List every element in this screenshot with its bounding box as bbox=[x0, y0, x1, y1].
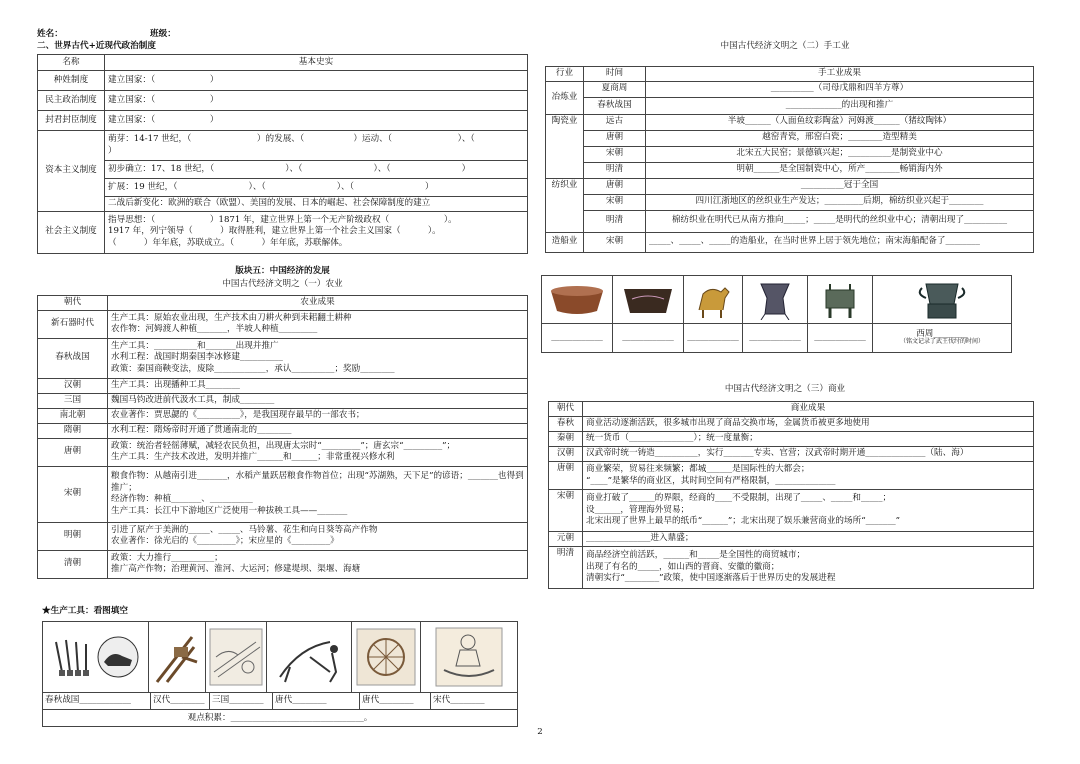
com-result: 商业活动逐渐活跃，很多城市出现了商品交换市场，金属货币被更多地使用 bbox=[583, 417, 1034, 432]
agri-result: 政策：大力推行__________； 推广高产作物；治理黄河、淮河、大运河；修建堤坝、渠堰、海塘 bbox=[108, 550, 528, 578]
agri-row bbox=[38, 378, 528, 393]
agri-row bbox=[38, 408, 528, 423]
capitalism-line: 初步确立：17、18 世纪，（ ）、（ ）、（ ） bbox=[105, 161, 528, 179]
artifacts-box bbox=[541, 275, 1012, 353]
dynasty: 清朝 bbox=[38, 550, 108, 578]
capitalism-line: 萌芽：14-17 世纪，（ ）的发展、（ ）运动、（ ）、（ ） bbox=[105, 131, 528, 161]
system-name: 民主政治制度 bbox=[38, 91, 105, 111]
politics-row bbox=[38, 111, 528, 131]
hc-result: 半坡______（人面鱼纹彩陶盆）河姆渡______（猪纹陶钵） bbox=[646, 114, 1034, 130]
com-col-dynasty: 朝代 bbox=[549, 402, 583, 417]
bronze-wine-vessel-image bbox=[743, 276, 808, 323]
artifact-note: （铭文记录了武王伐纣的时间） bbox=[899, 338, 984, 346]
dynasty: 秦朝 bbox=[549, 432, 583, 447]
socialism-name: 社会主义制度 bbox=[38, 211, 105, 253]
bronze-ding-image bbox=[808, 276, 873, 323]
agri-title: 中国古代经济文明之（一）农业 bbox=[222, 279, 343, 289]
com-col-result: 商业成果 bbox=[583, 402, 1034, 417]
artifact-caption: ____________ bbox=[684, 324, 743, 352]
dynasty: 元朝 bbox=[549, 532, 583, 547]
class-label: 班级： bbox=[150, 29, 176, 39]
com-result: 商品经济空前活跃，______和_____是全国性的商贸城市； 出现了有名的_____，如山西的晋商、安徽的徽商； 清朝实行“________”政策，使中国逐渐落后于世界历史的发展进程 bbox=[583, 547, 1034, 589]
agri-table bbox=[37, 295, 528, 579]
seedling-horse-image bbox=[421, 622, 517, 692]
tool-caption: 春秋战国____________ bbox=[43, 693, 151, 709]
hc-time: 明清 bbox=[584, 210, 646, 232]
system-fact: 建立国家：（ ） bbox=[105, 111, 528, 131]
politics-table bbox=[37, 54, 528, 254]
li-gui-image bbox=[873, 276, 1011, 323]
agri-result: 生产工具：出现播种工具________ bbox=[108, 378, 528, 393]
tools-title: ★生产工具：看图填空 bbox=[42, 606, 128, 616]
dynasty: 汉朝 bbox=[549, 447, 583, 462]
hc-time: 远古 bbox=[584, 114, 646, 130]
hc-col-industry: 行业 bbox=[546, 67, 584, 82]
dynasty: 唐朝 bbox=[38, 438, 108, 466]
hc-time: 唐朝 bbox=[584, 130, 646, 146]
system-name: 封君封臣制度 bbox=[38, 111, 105, 131]
commerce-table bbox=[548, 401, 1034, 589]
module5-title: 版块五：中国经济的发展 bbox=[235, 266, 330, 276]
tools-captions bbox=[43, 693, 517, 710]
dynasty: 明清 bbox=[549, 547, 583, 589]
hc-result: 越窑青瓷，邢窑白瓷；________造型精美 bbox=[646, 130, 1034, 146]
agri-result: 生产工具：原始农业出现，生产技术由刀耕火种到耒耜翻土耕种 农作物：河姆渡人种植_______，半坡人种植_________ bbox=[108, 310, 528, 338]
agri-row bbox=[38, 550, 528, 578]
agri-row bbox=[38, 466, 528, 522]
agri-col-dynasty: 朝代 bbox=[38, 296, 108, 311]
com-result: 统一货币（_______________）；统一度量衡； bbox=[583, 432, 1034, 447]
hc-col-time: 时间 bbox=[584, 67, 646, 82]
capitalism-name: 资本主义制度 bbox=[38, 131, 105, 212]
dynasty: 春秋战国 bbox=[38, 338, 108, 378]
farm-tools-image bbox=[43, 622, 149, 692]
hc-time: 夏商周 bbox=[584, 81, 646, 97]
page-number: 2 bbox=[537, 727, 543, 737]
dynasty: 宋朝 bbox=[38, 466, 108, 522]
dynasty: 汉朝 bbox=[38, 378, 108, 393]
dynasty: 新石器时代 bbox=[38, 310, 108, 338]
politics-row bbox=[38, 71, 528, 91]
pig-pattern-bowl-image bbox=[613, 276, 684, 323]
dynasty: 南北朝 bbox=[38, 408, 108, 423]
agri-result: 魏国马钧改进前代汲水工具，制成________ bbox=[108, 393, 528, 408]
dynasty: 宋朝 bbox=[549, 490, 583, 532]
seeder-image bbox=[149, 622, 206, 692]
artifact-images bbox=[542, 276, 1011, 324]
agri-col-result: 农业成果 bbox=[108, 296, 528, 311]
politics-row bbox=[38, 91, 528, 111]
hc-result: _____、_____、_____的造船业，在当时世界上居于领先地位；南宋海船配备了________ bbox=[646, 232, 1034, 252]
com-result: 商业打破了______的界限，经商的____不受限制，出现了_____、_____和_____； 设______，管理海外贸易； 北宋出现了世界上最早的纸币“______”；北宋出现了娱乐兼营商业的场所“_______” bbox=[583, 490, 1034, 532]
water-lift-image bbox=[206, 622, 267, 692]
system-fact: 建立国家：（ ） bbox=[105, 71, 528, 91]
system-fact: 建立国家：（ ） bbox=[105, 91, 528, 111]
capitalism-line: 扩展：19 世纪，（ ）、（ ）、（ ） bbox=[105, 179, 528, 197]
tricolor-camel-image bbox=[684, 276, 743, 323]
capitalism-row bbox=[38, 131, 528, 161]
hc-time: 明清 bbox=[584, 162, 646, 178]
hc-result: _____________的出现和推广 bbox=[646, 97, 1034, 114]
industry-name: 造船业 bbox=[546, 232, 584, 252]
artifact-caption: ____________ bbox=[808, 324, 873, 352]
agri-result: 政策：统治者轻徭薄赋，减轻农民负担，出现唐太宗时“_________”；唐玄宗“_________”； 生产工具：生产技术改进，发明并推广______和______；非常重视兴修水利 bbox=[108, 438, 528, 466]
agri-row bbox=[38, 338, 528, 378]
agri-result: 水利工程：隋炀帝时开通了贯通南北的________ bbox=[108, 423, 528, 438]
agri-result: 生产工具：__________和_______出现并推广 水利工程：战国时期秦国李冰修建__________ 政策：秦国商鞅变法，废除____________，承认__________；奖励________ bbox=[108, 338, 528, 378]
agri-table-wrap bbox=[37, 295, 528, 579]
socialism-fact: 指导思想：（ ）1871 年，建立世界上第一个无产阶级政权（ ）。 1917 年，列宁领导（ ）取得胜利，建立世界上第一个社会主义国家（ ）。 （ ）年年底，苏联成立。（ ）年年底，苏联解体。 bbox=[105, 211, 528, 253]
hc-result: 明朝______是全国制瓷中心，所产________畅销海内外 bbox=[646, 162, 1034, 178]
hc-time: 宋朝 bbox=[584, 194, 646, 210]
artifact-caption: ____________ bbox=[743, 324, 808, 352]
com-result: _______________进入鼎盛； bbox=[583, 532, 1034, 547]
artifact-caption: ____________ bbox=[613, 324, 684, 352]
system-name: 种姓制度 bbox=[38, 71, 105, 91]
hc-result: 北宋五大民窑；景德镇兴起；__________是制瓷业中心 bbox=[646, 146, 1034, 162]
agri-row bbox=[38, 438, 528, 466]
capitalism-line: 二战后新变化：欧洲的联合（欧盟）、美国的发展、日本的崛起、社会保障制度的建立 bbox=[105, 197, 528, 212]
tool-caption: 汉代________ bbox=[151, 693, 210, 709]
dynasty: 三国 bbox=[38, 393, 108, 408]
agri-row bbox=[38, 423, 528, 438]
tool-caption: 宋代________ bbox=[433, 695, 485, 706]
hc-time: 唐朝 bbox=[584, 178, 646, 194]
handicraft-title: 中国古代经济文明之（二）手工业 bbox=[720, 41, 850, 51]
dynasty: 明朝 bbox=[38, 522, 108, 550]
politics-col-fact: 基本史实 bbox=[105, 55, 528, 71]
industry-name: 纺织业 bbox=[546, 178, 584, 232]
tools-images bbox=[43, 622, 517, 693]
agri-row bbox=[38, 310, 528, 338]
hc-result: 棉纺织业在明代已从南方推向_____；_____是明代的丝织业中心；清朝出现了__________ bbox=[646, 210, 1034, 232]
agri-result: 粮食作物：从越南引进_______，水稻产量跃居粮食作物首位；出现“苏湖熟，天下足”的谚语；_______也得到推广； 经济作物：种植_______、__________ 生产工具：长江中下游地区广泛使用一种拔秧工具——_______ bbox=[108, 466, 528, 522]
politics-col-name: 名称 bbox=[38, 55, 105, 71]
socialism-row bbox=[38, 211, 528, 253]
artifact-caption: 西周________ bbox=[916, 328, 968, 339]
hc-time: 宋朝 bbox=[584, 232, 646, 252]
agri-row bbox=[38, 393, 528, 408]
dynasty: 隋朝 bbox=[38, 423, 108, 438]
agri-result: 引进了原产于美洲的_____、_____、马铃薯、花生和向日葵等高产作物 农业著作：徐光启的《_________》；宋应星的《_________》 bbox=[108, 522, 528, 550]
commerce-table-wrap bbox=[548, 401, 1034, 589]
waterwheel-image bbox=[352, 622, 421, 692]
politics-section-title: 二、世界古代+近现代政治制度 bbox=[37, 41, 156, 51]
dynasty: 春秋 bbox=[549, 417, 583, 432]
artifact-captions bbox=[542, 324, 1011, 352]
politics-table-wrap bbox=[37, 54, 528, 254]
name-label: 姓名： bbox=[37, 29, 63, 39]
agri-row bbox=[38, 522, 528, 550]
tool-caption: 唐代________ bbox=[273, 693, 360, 709]
painted-pottery-basin-image bbox=[542, 276, 613, 323]
com-result: 汉武帝时统一铸造__________，实行_______专卖、官营；汉武帝时期开通______________（陆、海） bbox=[583, 447, 1034, 462]
commerce-title: 中国古代经济文明之（三）商业 bbox=[724, 384, 846, 394]
hc-result: 四川江浙地区的丝织业生产发达；_________后期，棉纺织业兴起于________ bbox=[646, 194, 1034, 210]
tools-footer: 观点积累：_______________________________。 bbox=[187, 713, 373, 723]
agri-result: 农业著作：贾思勰的《__________》，是我国现存最早的一部农书； bbox=[108, 408, 528, 423]
hc-result: __________（司母戊鼎和四羊方尊） bbox=[646, 81, 1034, 97]
artifact-caption-last bbox=[873, 324, 1011, 352]
industry-name: 陶瓷业 bbox=[546, 114, 584, 178]
industry-name: 冶炼业 bbox=[546, 81, 584, 114]
hc-time: 春秋战国 bbox=[584, 97, 646, 114]
tools-box bbox=[42, 621, 518, 727]
plough-image bbox=[267, 622, 352, 692]
com-result: 商业繁荣，贸易往来频繁；都城______是国际性的大都会； “____”是繁华的商业区，其时间空间有严格限制，______________ bbox=[583, 462, 1034, 490]
dynasty: 唐朝 bbox=[549, 462, 583, 490]
artifact-caption: ____________ bbox=[542, 324, 613, 352]
handicraft-table bbox=[545, 66, 1034, 253]
tool-caption: 三国________ bbox=[210, 693, 273, 709]
hc-col-result: 手工业成果 bbox=[646, 67, 1034, 82]
hc-result: __________冠于全国 bbox=[646, 178, 1034, 194]
handicraft-table-wrap bbox=[545, 66, 1034, 253]
hc-time: 宋朝 bbox=[584, 146, 646, 162]
tool-caption: 唐代________ bbox=[360, 693, 431, 709]
